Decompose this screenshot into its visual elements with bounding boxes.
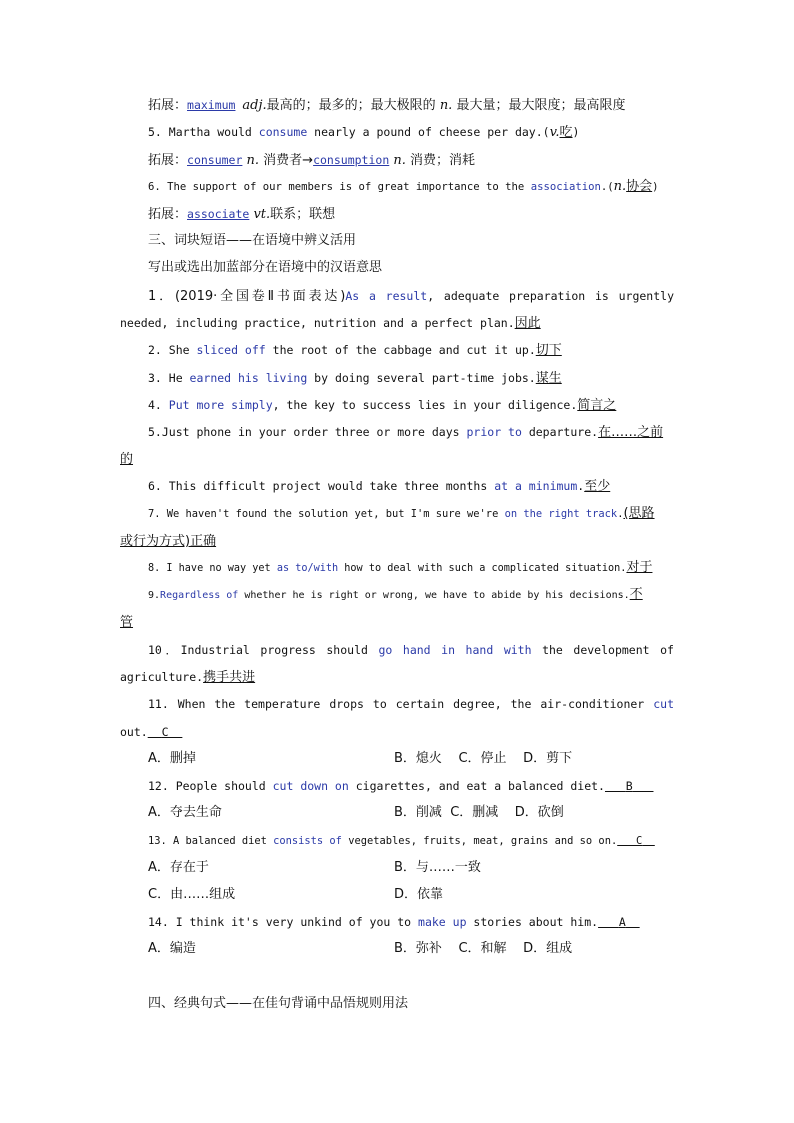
sentence-text: 7. We haven't found the solution yet, but I'm sure we're bbox=[148, 508, 505, 520]
sentence-text: , the key to success lies in your diligence. bbox=[272, 398, 578, 412]
option-group bbox=[394, 751, 572, 767]
answer-continued: 的 bbox=[120, 452, 134, 467]
section-heading: 四、经典句式——在佳句背诵中品悟规则用法 bbox=[148, 996, 409, 1011]
instruction: 写出或选出加蓝部分在语境中的汉语意思 bbox=[148, 260, 383, 275]
sentence-text: 6. The support of our members is of great importance to the bbox=[148, 181, 531, 193]
extension-associate bbox=[148, 206, 674, 223]
sentence-text: stories about him. bbox=[466, 915, 599, 929]
question-14-options bbox=[148, 941, 674, 957]
meaning: 消费者→ bbox=[259, 153, 314, 168]
section-heading: 三、词块短语——在语境中辨义活用 bbox=[148, 233, 357, 248]
sentence-text: 14. I think it's very unkind of you to bbox=[148, 915, 419, 929]
sentence-text: 11. When the temperature drops to certain degree, the air-conditioner bbox=[148, 697, 654, 711]
highlighted-phrase: sliced off bbox=[196, 343, 266, 357]
question-3 bbox=[148, 370, 674, 387]
option-a: A．存在于 bbox=[148, 860, 209, 875]
part-of-speech: n. bbox=[389, 153, 406, 168]
option-d: D．砍倒 bbox=[514, 805, 564, 820]
answer: 携手共进 bbox=[203, 670, 256, 685]
highlighted-phrase: cut down on bbox=[272, 779, 349, 793]
sentence-text: 12. People should bbox=[148, 779, 273, 793]
source-note: 1．(2019·全国卷Ⅱ书面表达) bbox=[148, 289, 346, 304]
sentence-text: ) bbox=[572, 125, 580, 139]
answer: 协会 bbox=[626, 179, 653, 194]
question-5-line2 bbox=[120, 451, 674, 468]
extension-word: consumer bbox=[187, 153, 243, 167]
option-c: C．和解 bbox=[458, 941, 507, 956]
option-d: D．依靠 bbox=[394, 887, 444, 902]
option-group bbox=[394, 941, 572, 957]
question-10-line2 bbox=[120, 669, 674, 686]
sentence-text: the root of the cabbage and cut it up. bbox=[265, 343, 536, 357]
sentence-text: nearly a pound of cheese per day.( bbox=[307, 125, 550, 139]
question-13-options-row1 bbox=[148, 860, 674, 876]
sentence-text: , adequate preparation is urgently bbox=[427, 289, 674, 303]
answer: 不 bbox=[629, 587, 643, 602]
highlighted-phrase: Regardless of bbox=[160, 590, 239, 601]
part-of-speech: n. bbox=[439, 98, 453, 113]
sentence-text: 13. A balanced diet bbox=[148, 835, 274, 847]
question-4 bbox=[148, 397, 674, 414]
extension-word: associate bbox=[187, 207, 250, 221]
sentence-text: 10．Industrial progress should bbox=[148, 643, 379, 657]
answer: 对于 bbox=[626, 560, 653, 575]
question-9-line2 bbox=[120, 614, 674, 631]
highlighted-phrase: consists of bbox=[273, 835, 342, 847]
sentence-text: needed, including practice, nutrition and a perfect plan. bbox=[120, 316, 515, 330]
answer: 因此 bbox=[514, 316, 541, 331]
option-b: B．与……一致 bbox=[394, 860, 481, 875]
extension-label: 拓展： bbox=[148, 207, 188, 222]
answer: C bbox=[161, 725, 169, 739]
question-8 bbox=[148, 560, 674, 577]
sentence-text: . bbox=[577, 479, 585, 493]
sentence-text: cigarettes, and eat a balanced diet. bbox=[348, 779, 605, 793]
sentence-text: ) bbox=[652, 181, 659, 193]
answer-blank bbox=[605, 778, 654, 794]
answer: C bbox=[636, 835, 643, 847]
sentence-text: 5. Martha would bbox=[148, 125, 259, 139]
question-10-line1 bbox=[148, 642, 674, 658]
extension-word: maximum bbox=[187, 98, 236, 112]
highlighted-word: consume bbox=[258, 125, 308, 139]
option-c: C．删减 bbox=[450, 805, 499, 820]
answer: 至少 bbox=[584, 479, 611, 494]
answer-blank bbox=[617, 833, 655, 849]
question-13 bbox=[148, 833, 674, 849]
question-14 bbox=[148, 914, 674, 930]
meaning: 最高的；最多的；最大极限的 bbox=[266, 98, 440, 113]
sentence-text: agriculture. bbox=[120, 670, 204, 684]
option-d: D．剪下 bbox=[523, 751, 573, 766]
answer-continued: 管 bbox=[120, 615, 134, 630]
part-of-speech: vt. bbox=[249, 207, 271, 222]
option-c: C．由……组成 bbox=[148, 887, 236, 902]
extension-label: 拓展： bbox=[148, 153, 188, 168]
option-a: A．删掉 bbox=[148, 751, 196, 766]
meaning: 联系；联想 bbox=[270, 207, 336, 222]
sentence-text: departure. bbox=[521, 425, 599, 439]
part-of-speech: adj. bbox=[242, 98, 267, 113]
sentence-text: how to deal with such a complicated situation. bbox=[338, 563, 627, 574]
answer: 切下 bbox=[535, 343, 562, 358]
question-11-line1 bbox=[148, 696, 674, 712]
sentence-text: 2. She bbox=[148, 343, 197, 357]
option-c: C．停止 bbox=[458, 751, 507, 766]
highlighted-phrase: As a result bbox=[345, 289, 428, 303]
sentence-text: whether he is right or wrong, we have to abide by his decisions. bbox=[238, 590, 630, 601]
answer: 在……之前 bbox=[598, 425, 664, 440]
question-5-line1 bbox=[148, 424, 674, 441]
question-2 bbox=[148, 342, 674, 359]
sentence-text: 9. bbox=[148, 590, 161, 601]
part-of-speech: n. bbox=[242, 153, 260, 168]
meaning: 最大量；最大限度；最高限度 bbox=[452, 98, 626, 113]
meaning: 消费；消耗 bbox=[405, 153, 476, 168]
sentence-5 bbox=[148, 124, 674, 141]
sentence-text: by doing several part-time jobs. bbox=[307, 371, 536, 385]
question-7-line1 bbox=[148, 506, 674, 522]
option-group bbox=[394, 805, 564, 821]
answer-blank bbox=[598, 914, 640, 930]
highlighted-phrase: earned his living bbox=[189, 371, 308, 385]
option-b: B．弥补 bbox=[394, 941, 442, 956]
answer-blank bbox=[148, 724, 183, 740]
question-12-options bbox=[148, 805, 674, 821]
question-1-line2 bbox=[120, 315, 674, 332]
sentence-text: .( bbox=[600, 181, 614, 193]
sentence-text: . bbox=[617, 508, 624, 520]
highlighted-phrase: at a minimum bbox=[494, 479, 578, 493]
extension-word: consumption bbox=[313, 153, 390, 167]
answer: (思路 bbox=[623, 506, 655, 521]
extension-maximum bbox=[148, 97, 674, 114]
highlighted-phrase: as to/with bbox=[276, 563, 339, 574]
question-11-line2 bbox=[120, 724, 674, 740]
sentence-text: 3. He bbox=[148, 371, 190, 385]
question-11-options bbox=[148, 751, 674, 767]
sentence-text: out. bbox=[120, 725, 148, 739]
answer: B bbox=[625, 779, 633, 793]
sentence-text: 8. I have no way yet bbox=[148, 563, 277, 574]
question-7-line2 bbox=[120, 533, 674, 550]
extension-label: 拓展： bbox=[148, 98, 188, 113]
sentence-text: 4. bbox=[148, 398, 169, 412]
highlighted-phrase: cut bbox=[653, 697, 674, 711]
highlighted-phrase: prior to bbox=[466, 425, 522, 439]
answer: 谋生 bbox=[535, 371, 562, 386]
extension-consumer bbox=[148, 152, 674, 169]
option-a: A．编造 bbox=[148, 941, 196, 956]
part-of-speech: n. bbox=[613, 179, 627, 194]
option-b: B．削减 bbox=[394, 805, 442, 820]
question-12 bbox=[148, 778, 674, 794]
option-d: D．组成 bbox=[523, 941, 573, 956]
question-9-line1 bbox=[148, 587, 674, 604]
sentence-text: 5.Just phone in your order three or more days bbox=[148, 425, 467, 439]
answer: 吃 bbox=[559, 125, 573, 140]
sentence-text: the development of bbox=[531, 643, 674, 657]
answer: A bbox=[618, 915, 626, 929]
sentence-6 bbox=[148, 179, 674, 195]
highlighted-phrase: Put more simply bbox=[168, 398, 273, 412]
option-a: A．夺去生命 bbox=[148, 805, 222, 820]
part-of-speech: v. bbox=[549, 125, 560, 140]
sentence-text: vegetables, fruits, meat, grains and so on. bbox=[341, 835, 618, 847]
option-b: B．熄火 bbox=[394, 751, 442, 766]
highlighted-phrase: on the right track bbox=[504, 508, 618, 520]
highlighted-word: association bbox=[530, 181, 601, 193]
answer-continued: 或行为方式)正确 bbox=[120, 534, 217, 549]
question-13-options-row2 bbox=[148, 887, 674, 903]
question-6 bbox=[148, 478, 674, 495]
answer: 简言之 bbox=[577, 398, 617, 413]
highlighted-phrase: go hand in hand with bbox=[378, 643, 532, 657]
highlighted-phrase: make up bbox=[418, 915, 467, 929]
question-1-line1 bbox=[148, 288, 674, 305]
sentence-text: 6. This difficult project would take three months bbox=[148, 479, 495, 493]
